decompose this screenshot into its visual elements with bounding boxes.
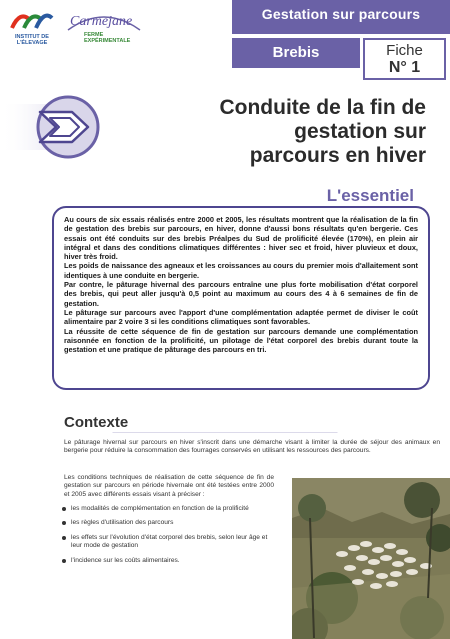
bullet-dot-icon: [62, 536, 66, 540]
list-item: les règles d'utilisation des parcours: [62, 519, 274, 527]
bullet-dot-icon: [62, 521, 66, 525]
contexte-paragraph-2: Les conditions techniques de réalisation de cette séquence de fin de gestation sur parcours en période hivernale ont été testées entre 2000 et 2005 avec différents essais visant à préciser :: [64, 474, 274, 498]
summary-box: [52, 206, 430, 390]
summary-paragraph-1: Au cours de six essais réalisés entre 2000 et 2005, les résultats montrent que la réalisation de la fin de gestation des brebis sur parcours, en hiver, donne d'aussi bons résultats qu'en bergerie. Ces essais ont été conduits sur des brebis Préalpes du Sud de prolificité élevée (170%), en plein air intégral et dans des conditions climatiques différentes : hiver sec et froid, hiver pluvieux et doux, hiver très froid.: [64, 215, 418, 262]
fiche-number-box: [363, 38, 446, 80]
species-label: Brebis: [272, 44, 320, 61]
fiche-number: N° 1: [388, 59, 421, 76]
summary-paragraph-5: La réussite de cette séquence de fin de gestation sur parcours demande une complémentation raisonnée en fonction de la prolificité, un pilotage de l'état corporel des brebis durant toute la gestation et une pratique de pâturage des parcours en tri.: [64, 326, 418, 355]
carmejane-subtitle: FERME EXPÉRIMENTALE: [84, 32, 131, 44]
institut-elevage-swoosh-icon: [10, 6, 54, 34]
list-item: les modalités de complémentation en fonction de la prolificité: [62, 505, 274, 513]
summary-paragraph-2: Les poids de naissance des agneaux et les croissances au cours du premier mois d'allaitement sont identiques à une conduite en bergerie.: [64, 261, 418, 280]
summary-paragraph-3: Par contre, le pâturage hivernal des parcours entraîne une plus forte mobilisation d'état corporel des brebis, qui peut aller jusqu'à 0,5 point au maximum au cours des 4 à 6 semaines de fin de gestation.: [64, 280, 418, 308]
contexte-paragraph-1: Le pâturage hivernal sur parcours en hiver s'inscrit dans une démarche visant à limiter la durée de séjour des animaux en bergerie pour réduire la consommation des fourrages conservés en utilisant les ressources des parcours.: [64, 439, 440, 455]
fiche-label: Fiche: [386, 42, 423, 59]
carmejane-logo: [64, 10, 144, 54]
sheep-flock-photo: [292, 478, 450, 639]
header-banner: [232, 0, 450, 34]
summary-paragraph-4: Le pâturage sur parcours avec l'apport d'une complémentation adaptée permet de diviser le coût alimentaire par 2 voire 3 si les conditions climatiques sont favorables.: [64, 307, 418, 327]
sheep-flock-photo-illustration: [292, 478, 450, 639]
institut-elevage-text: INSTITUT DE L'ÉLEVAGE: [15, 34, 49, 46]
list-item: les effets sur l'évolution d'état corporel des brebis, selon leur âge et leur mode de gestation: [62, 534, 274, 551]
document-title: Conduite de la fin de gestation sur parcours en hiver: [219, 96, 426, 167]
list-item: l'incidence sur les coûts alimentaires.: [62, 557, 274, 565]
banner-title: Gestation sur parcours: [261, 6, 421, 22]
arrow-graphic: [0, 82, 105, 172]
logos: [4, 4, 154, 54]
bullet-dot-icon: [62, 559, 66, 563]
essentiel-heading: L'essentiel: [326, 186, 414, 205]
contexte-bullet-list: [62, 505, 274, 571]
bullet-dot-icon: [62, 507, 66, 511]
contexte-divider: [0, 432, 450, 433]
species-tab: [232, 38, 360, 68]
contexte-heading: Contexte: [64, 414, 129, 431]
double-arrow-icon: [0, 82, 105, 172]
carmejane-name: Carmejane: [70, 14, 133, 29]
institut-elevage-logo: [4, 4, 60, 52]
